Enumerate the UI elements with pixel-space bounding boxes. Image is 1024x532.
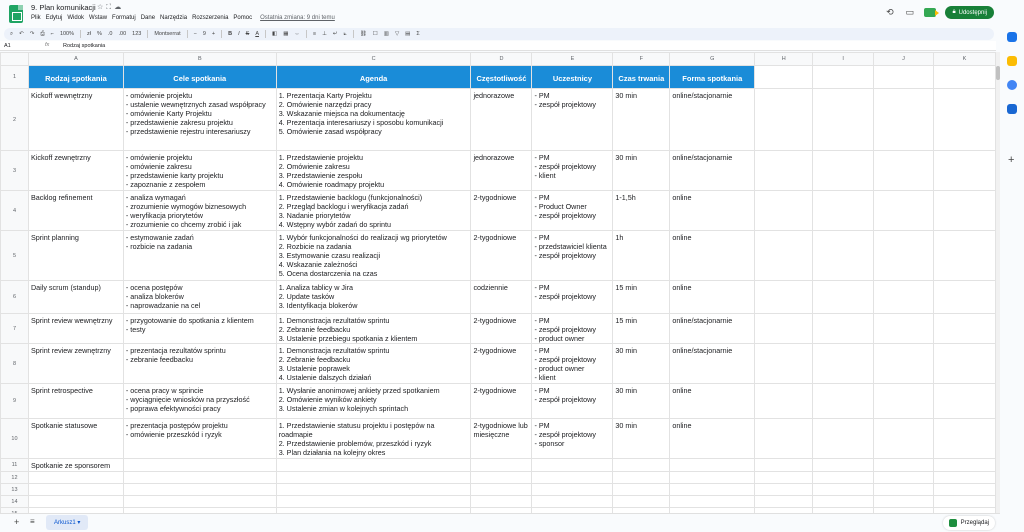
cell[interactable]: 1. Przedstawienie statusu projektu i postępów na roadmapie 2. Przedstawienie problemów, przeszkód i ryzyk 3. Plan działania na kolejny okres	[276, 419, 471, 459]
table-row	[1, 384, 996, 419]
sheet-tabs-bar	[0, 513, 1000, 532]
cell[interactable]	[934, 314, 996, 344]
currency-button[interactable]: zł	[87, 31, 91, 37]
table-row	[1, 281, 996, 314]
cell[interactable]	[874, 281, 934, 314]
table-header-row	[1, 66, 996, 89]
row-number[interactable]: 13	[1, 484, 29, 496]
row-number[interactable]: 8	[1, 344, 29, 384]
menu-data[interactable]: Dane	[140, 15, 156, 21]
cell[interactable]: 30 min	[613, 151, 670, 191]
text-color-button[interactable]: A	[255, 31, 259, 37]
cell[interactable]: online/stacjonarnie	[670, 314, 755, 344]
cell[interactable]	[813, 191, 874, 231]
cell[interactable]	[874, 344, 934, 384]
row-number[interactable]: 6	[1, 281, 29, 314]
cell[interactable]	[934, 66, 996, 89]
menu-format[interactable]: Formatuj	[112, 15, 136, 21]
column-header[interactable]: E	[532, 53, 613, 66]
filter-views-icon[interactable]: ▤	[405, 31, 411, 37]
cell[interactable]: - omówienie projektu - ustalenie wewnętrznych zasad współpracy - omówienie Karty Projektu - przedstawienie zakresu projektu - przedstawienie rejestru interesariuszy	[123, 89, 276, 151]
cell[interactable]	[471, 459, 532, 472]
cell[interactable]	[874, 151, 934, 191]
header-cell[interactable]: Czas trwania	[613, 66, 670, 89]
table-row	[1, 344, 996, 384]
row-number[interactable]: 11	[1, 459, 29, 472]
cell[interactable]: - PM - zespół projektowy - sponsor	[532, 419, 613, 459]
divider	[265, 30, 266, 38]
divider	[306, 30, 307, 38]
cell[interactable]: 2-tygodniowe	[471, 384, 532, 419]
strikethrough-button[interactable]: S	[245, 31, 250, 37]
header-cell[interactable]: Forma spotkania	[670, 66, 755, 89]
cell[interactable]	[471, 484, 532, 496]
cell[interactable]	[874, 191, 934, 231]
share-button[interactable]	[945, 6, 994, 19]
cell[interactable]	[532, 459, 613, 472]
cell[interactable]	[532, 472, 613, 484]
header-cell[interactable]: Agenda	[276, 66, 471, 89]
cell[interactable]	[813, 66, 874, 89]
cell[interactable]: 1. Demonstracja rezultatów sprintu 2. Zebranie feedbacku 3. Ustalenie przebiegu spotkania z klientem	[276, 314, 471, 344]
table-row	[1, 151, 996, 191]
cell[interactable]	[755, 66, 813, 89]
title-actions	[97, 3, 124, 12]
toolbar	[4, 28, 994, 40]
row-number[interactable]: 4	[1, 191, 29, 231]
cell[interactable]	[471, 472, 532, 484]
cell[interactable]: Spotkanie statusowe	[28, 419, 123, 459]
star-icon[interactable]: ☆	[97, 4, 107, 11]
column-header[interactable]: C	[276, 53, 471, 66]
cloud-status-icon[interactable]: ☁	[114, 4, 125, 11]
cell[interactable]	[755, 89, 813, 151]
cell[interactable]: Daily scrum (standup)	[28, 281, 123, 314]
top-bar	[0, 0, 1024, 28]
cell[interactable]	[934, 344, 996, 384]
menu-view[interactable]: Widok	[67, 15, 85, 21]
zoom-select[interactable]: 100%	[59, 31, 75, 37]
cell[interactable]: 1-1,5h	[613, 191, 670, 231]
cell[interactable]: jednorazowe	[471, 89, 532, 151]
cell[interactable]	[934, 472, 996, 484]
text-rotation-icon[interactable]: ⟀	[343, 30, 347, 37]
cell[interactable]	[813, 89, 874, 151]
cell[interactable]: Kickoff wewnętrzny	[28, 89, 123, 151]
cell[interactable]	[755, 151, 813, 191]
cell[interactable]: 2-tygodniowe	[471, 191, 532, 231]
last-edit-link[interactable]: Ostatnia zmiana: 9 dni temu	[260, 15, 335, 21]
cell[interactable]	[471, 496, 532, 508]
cell[interactable]: online	[670, 191, 755, 231]
sheet-body	[1, 66, 996, 520]
cell[interactable]: online/stacjonarnie	[670, 89, 755, 151]
cell[interactable]	[755, 419, 813, 459]
all-sheets-icon[interactable]: ≡	[30, 517, 35, 526]
menu-file[interactable]: Plik	[31, 15, 41, 21]
cell[interactable]: 1. Analiza tablicy w Jira 2. Update tasków 3. Identyfikacja blokerów	[276, 281, 471, 314]
cell[interactable]: - ocena postępów - analiza blokerów - naprowadzanie na cel	[123, 281, 276, 314]
cell[interactable]: - estymowanie zadań - rozbicie na zadania	[123, 231, 276, 281]
sheets-logo-icon[interactable]	[9, 5, 23, 23]
share-label: Udostępnij	[958, 9, 987, 16]
cell[interactable]	[755, 484, 813, 496]
cell[interactable]: 1. Wybór funkcjonalności do realizacji wg priorytetów 2. Rozbicie na zadania 3. Estymowanie czasu realizacji 4. Wskazanie zależności 5. Ocena dostarczenia na czas	[276, 231, 471, 281]
vertical-align-icon[interactable]: ⊥	[322, 31, 327, 37]
cell[interactable]	[934, 281, 996, 314]
number-format-button[interactable]: 123	[132, 31, 142, 37]
cell[interactable]	[934, 191, 996, 231]
menu-extensions[interactable]: Rozszerzenia	[192, 15, 229, 21]
cell[interactable]	[934, 459, 996, 472]
cell[interactable]: 1. Prezentacja Karty Projektu 2. Omówienie narzędzi pracy 3. Wskazanie miejsca na dokumentację 4. Prezentacja interesariuszy i sposobu komunikacji 5. Omówienie zasad współpracy	[276, 89, 471, 151]
document-title[interactable]: 9. Plan komunikacji	[31, 3, 96, 12]
history-icon[interactable]: ⟲	[886, 7, 894, 17]
table-row	[1, 314, 996, 344]
add-addon-icon[interactable]: +	[1008, 154, 1015, 166]
cell[interactable]	[276, 484, 471, 496]
header-cell[interactable]: Uczestnicy	[532, 66, 613, 89]
menu-edit[interactable]: Edytuj	[45, 15, 63, 21]
column-header[interactable]: J	[874, 53, 934, 66]
cell[interactable]: - analiza wymagań - zrozumienie wymogów biznesowych - weryfikacja priorytetów - zrozumienie co chcemy zrobić i jak	[123, 191, 276, 231]
header-cell[interactable]: Rodzaj spotkania	[28, 66, 123, 89]
cell[interactable]	[874, 484, 934, 496]
increase-decimal-button[interactable]: .00	[118, 31, 127, 37]
horizontal-align-icon[interactable]: ≡	[312, 31, 317, 37]
undo-icon[interactable]: ↶	[19, 31, 24, 37]
add-sheet-icon[interactable]: +	[14, 517, 20, 527]
cell[interactable]	[123, 459, 276, 472]
font-select[interactable]: Montserrat	[154, 31, 181, 37]
cell[interactable]	[755, 496, 813, 508]
cell[interactable]: 15 min	[613, 281, 670, 314]
table-row	[1, 484, 996, 496]
cell[interactable]: codziennie	[471, 281, 532, 314]
filter-icon[interactable]: ▽	[394, 31, 400, 37]
cell[interactable]	[532, 496, 613, 508]
redo-icon[interactable]: ↷	[29, 31, 35, 37]
cell[interactable]: 30 min	[613, 89, 670, 151]
cell[interactable]	[28, 484, 123, 496]
cell[interactable]	[874, 496, 934, 508]
cell[interactable]	[934, 496, 996, 508]
row-number[interactable]: 14	[1, 496, 29, 508]
cell[interactable]: - PM - zespół projektowy	[532, 89, 613, 151]
cell[interactable]	[276, 472, 471, 484]
insert-comment-icon[interactable]: ☐	[372, 31, 378, 37]
fx-icon: fx	[45, 42, 50, 48]
cell[interactable]: - prezentacja rezultatów sprintu - zebranie feedbacku	[123, 344, 276, 384]
cell[interactable]: 1. Demonstracja rezultatów sprintu 2. Zebranie feedbacku 3. Ustalenie poprawek 4. Ustalenie dalszych działań	[276, 344, 471, 384]
cell[interactable]: - PM - przedstawiciel klienta - zespół projektowy	[532, 231, 613, 281]
text-wrap-icon[interactable]: ↵	[332, 31, 338, 37]
cell[interactable]	[28, 496, 123, 508]
column-header[interactable]: G	[670, 53, 755, 66]
cell[interactable]	[874, 66, 934, 89]
insert-chart-icon[interactable]: ▥	[383, 31, 389, 37]
header-cell[interactable]: Częstotliwość	[471, 66, 532, 89]
cell[interactable]: - PM - zespół projektowy - product owner - klient	[532, 344, 613, 384]
move-folder-icon[interactable]: ⛶	[106, 4, 115, 11]
cell[interactable]: 1. Wysłanie anonimowej ankiety przed spotkaniem 2. Omówienie wyników ankiety 3. Ustalenie zmian w kolejnych sprintach	[276, 384, 471, 419]
cell[interactable]: online/stacjonarnie	[670, 344, 755, 384]
font-size-input[interactable]: 9	[202, 31, 206, 37]
print-icon[interactable]: ⎙	[40, 30, 45, 37]
column-header[interactable]: A	[28, 53, 123, 66]
cell[interactable]	[874, 419, 934, 459]
formula-bar	[0, 41, 996, 51]
cell[interactable]	[123, 496, 276, 508]
italic-button[interactable]: I	[238, 31, 240, 37]
spreadsheet-grid	[0, 52, 996, 513]
cell[interactable]: Sprint review zewnętrzny	[28, 344, 123, 384]
tasks-icon[interactable]	[1007, 80, 1017, 90]
divider	[147, 30, 148, 38]
cell[interactable]	[532, 484, 613, 496]
column-header[interactable]: B	[123, 53, 276, 66]
cell[interactable]	[934, 419, 996, 459]
cell[interactable]	[755, 191, 813, 231]
cell[interactable]	[670, 484, 755, 496]
cell[interactable]: 2-tygodniowe	[471, 344, 532, 384]
table-row	[1, 496, 996, 508]
cell[interactable]	[813, 459, 874, 472]
name-box[interactable]: A1	[4, 43, 11, 49]
sheet-tab[interactable]: Arkusz1 ▾	[46, 515, 88, 530]
column-header[interactable]: I	[813, 53, 874, 66]
cell[interactable]: 1h	[613, 231, 670, 281]
row-number[interactable]: 1	[1, 66, 29, 89]
cell[interactable]	[670, 496, 755, 508]
cell[interactable]: - PM - zespół projektowy	[532, 384, 613, 419]
cell[interactable]	[755, 472, 813, 484]
table-row	[1, 472, 996, 484]
decrease-decimal-button[interactable]: .0	[107, 31, 113, 37]
cell[interactable]: online	[670, 384, 755, 419]
row-number[interactable]: 5	[1, 231, 29, 281]
cell[interactable]	[276, 459, 471, 472]
table-row	[1, 419, 996, 459]
insert-link-icon[interactable]: ⛓	[359, 31, 367, 37]
fill-color-icon[interactable]: ◧	[271, 31, 278, 37]
cell[interactable]	[813, 496, 874, 508]
cell[interactable]: 30 min	[613, 419, 670, 459]
cell[interactable]	[934, 89, 996, 151]
search-menus-icon[interactable]: ⌕	[10, 30, 14, 37]
row-number[interactable]: 7	[1, 314, 29, 344]
table-row	[1, 191, 996, 231]
menu-insert[interactable]: Wstaw	[89, 15, 108, 21]
cell[interactable]: - omówienie projektu - omówienie zakresu - przedstawienie karty projektu - zapoznanie z zespołem	[123, 151, 276, 191]
cell[interactable]	[123, 472, 276, 484]
cell[interactable]	[613, 496, 670, 508]
cell[interactable]	[28, 472, 123, 484]
cell[interactable]	[874, 231, 934, 281]
cell[interactable]	[934, 484, 996, 496]
top-right-actions	[884, 6, 1016, 19]
column-header[interactable]: K	[934, 53, 996, 66]
cell[interactable]	[813, 344, 874, 384]
font-size-decrease[interactable]: −	[193, 31, 197, 37]
cell[interactable]	[874, 472, 934, 484]
cell[interactable]: 15 min	[613, 314, 670, 344]
row-number[interactable]: 2	[1, 89, 29, 151]
divider	[353, 30, 354, 38]
functions-icon[interactable]: Σ	[416, 31, 420, 37]
sheet-tab-label: Arkusz1	[54, 520, 76, 526]
lock-icon: 🔒︎	[952, 9, 956, 15]
cell[interactable]	[813, 314, 874, 344]
cell[interactable]: 2-tygodniowe	[471, 231, 532, 281]
cell[interactable]	[934, 151, 996, 191]
cell[interactable]	[670, 459, 755, 472]
cell[interactable]: - PM - Product Owner - zespół projektowy	[532, 191, 613, 231]
cell[interactable]	[934, 231, 996, 281]
cell[interactable]	[874, 384, 934, 419]
row-number[interactable]: 9	[1, 384, 29, 419]
cell[interactable]	[613, 472, 670, 484]
meet-icon[interactable]	[924, 8, 936, 17]
contacts-icon[interactable]	[1007, 104, 1017, 114]
cell[interactable]	[755, 459, 813, 472]
cell[interactable]	[755, 231, 813, 281]
merge-cells-icon[interactable]: ⇔	[294, 31, 300, 37]
table-row	[1, 459, 996, 472]
borders-icon[interactable]: ▦	[283, 31, 289, 37]
cell[interactable]: Spotkanie ze sponsorem	[28, 459, 123, 472]
cell[interactable]	[813, 231, 874, 281]
explore-label: Przeglądaj	[960, 520, 989, 526]
column-header[interactable]: D	[471, 53, 532, 66]
cell[interactable]	[755, 344, 813, 384]
cell[interactable]: 2-tygodniowe lub miesięczne	[471, 419, 532, 459]
column-header[interactable]: H	[755, 53, 813, 66]
cell[interactable]	[670, 472, 755, 484]
explore-button[interactable]	[943, 516, 995, 530]
table-row	[1, 89, 996, 151]
cell[interactable]	[874, 459, 934, 472]
column-header[interactable]: F	[613, 53, 670, 66]
cell[interactable]: - prezentacja postępów projektu - omówienie przeszkód i ryzyk	[123, 419, 276, 459]
row-number[interactable]: 3	[1, 151, 29, 191]
cell[interactable]: - przygotowanie do spotkania z klientem - testy	[123, 314, 276, 344]
cell[interactable]: - ocena pracy w sprincie - wyciągnięcie wniosków na przyszłość - poprawa efektywności pracy	[123, 384, 276, 419]
select-all-corner[interactable]	[1, 53, 29, 66]
bold-button[interactable]: B	[228, 31, 233, 37]
cell[interactable]	[755, 384, 813, 419]
header-cell[interactable]: Cele spotkania	[123, 66, 276, 89]
cell[interactable]	[813, 151, 874, 191]
cell[interactable]: 1. Przedstawienie projektu 2. Omówienie zakresu 3. Przedstawienie zespołu 4. Omówienie roadmapy projektu	[276, 151, 471, 191]
cell[interactable]: Sprint planning	[28, 231, 123, 281]
percent-button[interactable]: %	[97, 31, 102, 37]
explore-icon	[949, 519, 957, 527]
font-size-increase[interactable]: +	[211, 31, 216, 37]
cell[interactable]: online/stacjonarnie	[670, 151, 755, 191]
calendar-icon[interactable]	[1007, 32, 1017, 42]
cell[interactable]: Backlog refinement	[28, 191, 123, 231]
cell[interactable]: - PM - zespół projektowy - product owner	[532, 314, 613, 344]
cell[interactable]	[813, 472, 874, 484]
row-number[interactable]: 12	[1, 472, 29, 484]
cell[interactable]	[613, 459, 670, 472]
menu-help[interactable]: Pomoc	[233, 15, 253, 21]
row-number[interactable]: 10	[1, 419, 29, 459]
cell[interactable]	[874, 89, 934, 151]
divider	[187, 30, 188, 38]
menu-bar	[31, 15, 335, 21]
keep-icon[interactable]	[1007, 56, 1017, 66]
formula-input[interactable]: Rodzaj spotkania	[63, 43, 106, 49]
cell[interactable]	[813, 281, 874, 314]
side-panel	[1000, 0, 1024, 532]
cell[interactable]	[813, 384, 874, 419]
cell[interactable]	[613, 484, 670, 496]
cell[interactable]: Sprint review wewnętrzny	[28, 314, 123, 344]
cell[interactable]	[123, 484, 276, 496]
cell[interactable]	[755, 281, 813, 314]
cell[interactable]: Sprint retrospective	[28, 384, 123, 419]
cell[interactable]: - PM - zespół projektowy	[532, 281, 613, 314]
cell[interactable]	[276, 496, 471, 508]
cell[interactable]: online	[670, 281, 755, 314]
cell[interactable]	[813, 419, 874, 459]
cell[interactable]	[874, 314, 934, 344]
divider	[221, 30, 222, 38]
cell[interactable]: Kickoff zewnętrzny	[28, 151, 123, 191]
cell[interactable]	[755, 314, 813, 344]
cell[interactable]	[813, 484, 874, 496]
comments-icon[interactable]: ▭	[905, 7, 915, 17]
cell[interactable]: 1. Przedstawienie backlogu (funkcjonalności) 2. Przegląd backlogu i weryfikacja zadań 3. Nadanie priorytetów 4. Wstępny wybór zadań do sprintu	[276, 191, 471, 231]
table-row	[1, 231, 996, 281]
sheet-table	[0, 52, 996, 520]
cell[interactable]	[934, 384, 996, 419]
cell[interactable]: jednorazowe	[471, 151, 532, 191]
paint-format-icon[interactable]: ⌐	[50, 31, 54, 37]
cell[interactable]: 30 min	[613, 344, 670, 384]
cell[interactable]: online	[670, 419, 755, 459]
cell[interactable]: 2-tygodniowe	[471, 314, 532, 344]
cell[interactable]: online	[670, 231, 755, 281]
cell[interactable]: 30 min	[613, 384, 670, 419]
cell[interactable]: - PM - zespół projektowy - klient	[532, 151, 613, 191]
menu-tools[interactable]: Narzędzia	[160, 15, 188, 21]
column-header-row	[1, 53, 996, 66]
divider	[80, 30, 81, 38]
